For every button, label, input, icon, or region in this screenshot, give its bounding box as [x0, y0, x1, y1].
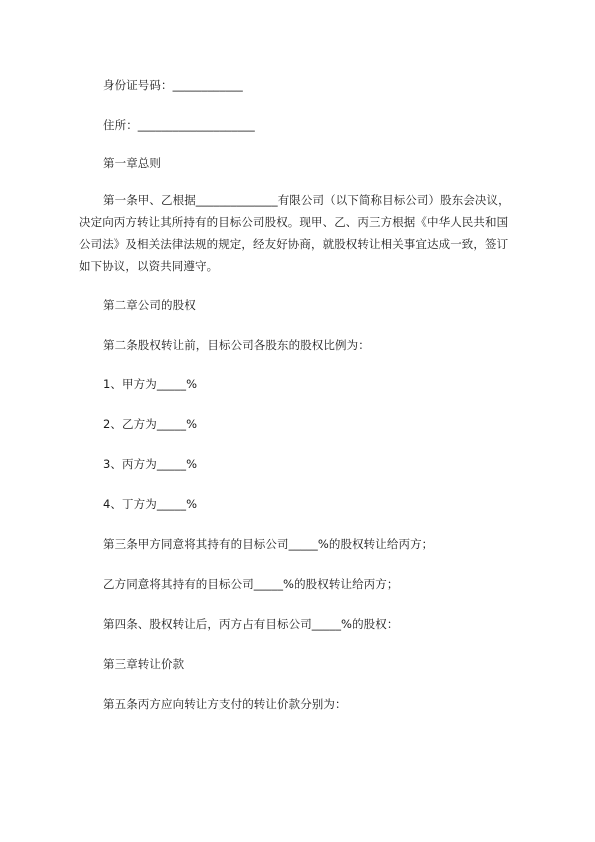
- article-2-intro: 第二条股权转让前，目标公司各股东的股权比例为：: [103, 338, 370, 352]
- id-number-line: 身份证号码：____________: [103, 78, 243, 92]
- shareholder-item: 2、乙方为_____%: [103, 417, 198, 431]
- article-3-line-2: 乙方同意将其持有的目标公司_____%的股权转让给丙方；: [103, 577, 399, 591]
- shareholder-item: 1、甲方为_____%: [103, 377, 198, 391]
- article-5: 第五条丙方应向转让方支付的转让价款分别为：: [103, 697, 347, 711]
- chapter-3-title: 第三章转让价款: [103, 657, 185, 671]
- article-1-line: 决定向丙方转让其所持有的目标公司股权。现甲、乙、丙三方根据《中华人民共和国: [79, 215, 509, 229]
- chapter-1-title: 第一章总则: [103, 156, 161, 170]
- article-3-line-1: 第三条甲方同意将其持有的目标公司_____%的股权转让给丙方；: [103, 537, 434, 551]
- chapter-2-title: 第二章公司的股权: [103, 298, 196, 312]
- shareholder-item: 4、丁方为_____%: [103, 497, 198, 511]
- address-line: 住所：____________________: [103, 118, 255, 132]
- article-4: 第四条、股权转让后，丙方占有目标公司_____%的股权：: [103, 617, 399, 631]
- shareholder-item: 3、丙方为_____%: [103, 457, 198, 471]
- article-1-line: 第一条甲、乙根据______________有限公司（以下简称目标公司）股东会决议，: [103, 193, 510, 207]
- article-1-paragraph: [79, 189, 519, 277]
- article-1-line: 如下协议，以资共同遵守。: [79, 259, 219, 273]
- article-1-line: 公司法》及相关法律法规的规定，经友好协商，就股权转让相关事宜达成一致，签订: [79, 237, 509, 251]
